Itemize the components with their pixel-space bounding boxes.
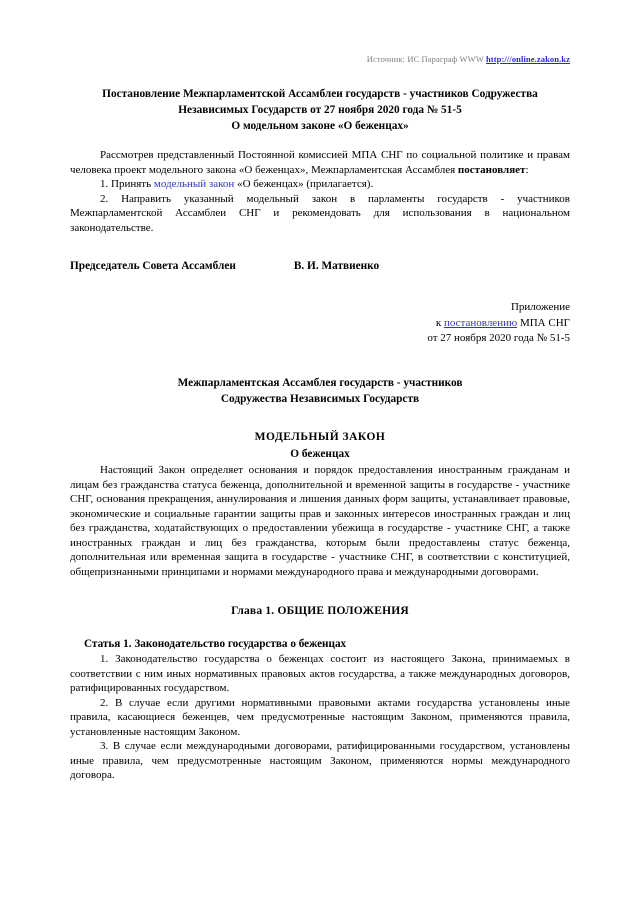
item-1-prefix: 1. Принять bbox=[100, 178, 154, 191]
model-law-link[interactable]: модельный закон bbox=[153, 178, 235, 191]
signer-name: В. И. Матвиенко bbox=[293, 260, 380, 273]
appendix-line-1: Приложение bbox=[510, 301, 570, 314]
title-line-3: О модельном законе «О беженцах» bbox=[231, 120, 409, 133]
assembly-line-2: Содружества Независимых Государств bbox=[220, 392, 420, 405]
resolution-item-1 bbox=[70, 177, 570, 192]
source-url-link[interactable]: http:///online.zakon.kz bbox=[485, 54, 570, 64]
law-title-block bbox=[70, 429, 570, 463]
signature-row bbox=[70, 259, 570, 274]
appendix-line-2-suffix: МПА СНГ bbox=[517, 316, 570, 329]
appendix-line-3: от 27 ноября 2020 года № 51-5 bbox=[427, 332, 570, 345]
resolution-intro-paragraph bbox=[70, 148, 570, 177]
appendix-block bbox=[70, 300, 570, 347]
law-preamble: Настоящий Закон определяет основания и порядок предоставления иностранным гражданам и лицам без гражданства статуса беженца, дополнительной и временной защиты в государстве - участнике СНГ, основания прекращения, аннулирования и лишения данных форм защиты, устанавливает правовые, экономические и социальные гарантии защиты прав и законных интересов иностранных граждан и лиц без гражданства, ходатайствующих о предоставлении убежища в государстве - участнике СНГ, а также иностранных граждан и лиц без гражданства, которым были предоставлены статус беженца, дополнительная или временная защита в государстве - участнике СНГ, в соответствии с конституцией, общепризнанными принципами и нормами международного права и международными договорами. bbox=[70, 464, 570, 578]
intro-bold-word: постановляет bbox=[457, 163, 526, 176]
article-1-item-2: 2. В случае если другими нормативными правовыми актами государства установлены иные правила, касающиеся беженцев, чем предусмотренные настоящим Законом, применяются правила, установленные настоящим Законом. bbox=[70, 696, 570, 738]
resolution-item-2: 2. Направить указанный модельный закон в парламенты государств - участников Межпарламентской Ассамблеи СНГ и рекомендовать для использования в национальном законодательстве. bbox=[70, 192, 570, 234]
intro-text-part-1: Рассмотрев представленный Постоянной комиссией МПА СНГ по социальной политике и правам человека проект модельного закона «О беженцах», Межпарламентская Ассамблея bbox=[70, 149, 570, 176]
title-line-1: Постановление Межпарламентской Ассамблеи государств - участников Содружества bbox=[102, 88, 538, 101]
source-label: Источник: ИС Параграф WWW bbox=[366, 54, 486, 64]
signer-title: Председатель Совета Ассамблеи bbox=[70, 260, 236, 273]
item-1-suffix: «О беженцах» (прилагается). bbox=[234, 178, 374, 191]
law-title: МОДЕЛЬНЫЙ ЗАКОН bbox=[254, 430, 386, 443]
chapter-heading: Глава 1. ОБЩИЕ ПОЛОЖЕНИЯ bbox=[231, 605, 409, 618]
title-line-2: Независимых Государств от 27 ноября 2020 года № 51-5 bbox=[178, 104, 462, 117]
document-content bbox=[70, 0, 570, 783]
article-1-heading: Статья 1. Законодательство государства о беженцах bbox=[84, 638, 347, 651]
article-1-item-3: 3. В случае если международными договорами, ратифицированными государством, установлены иные правила, чем предусмотренные настоящим Законом, применяются нормы международного договора. bbox=[70, 740, 570, 782]
assembly-heading bbox=[70, 375, 570, 407]
intro-text-part-2: : bbox=[525, 163, 529, 176]
assembly-line-1: Межпарламентская Ассамблея государств - участников bbox=[177, 376, 463, 389]
article-1-item-1: 1. Законодательство государства о беженцах состоит из настоящего Закона, принимаемых в соответствии с ним иных нормативных правовых актов государства, а также международных договоров, ратифицированных государством. bbox=[70, 653, 570, 695]
appendix-line-2 bbox=[70, 316, 570, 332]
page-title bbox=[70, 86, 570, 134]
resolution-link[interactable]: постановлению bbox=[444, 316, 518, 329]
source-attribution bbox=[70, 54, 570, 64]
law-subtitle: О беженцах bbox=[290, 448, 350, 461]
appendix-line-2-prefix: к bbox=[435, 316, 445, 329]
